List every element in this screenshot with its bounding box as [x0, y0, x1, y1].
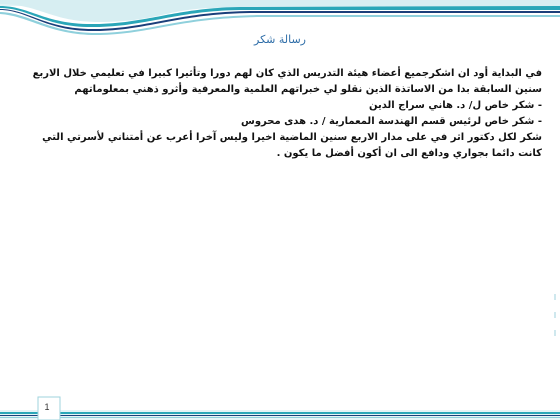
- slide-body: [18, 66, 542, 162]
- page-number: 1: [44, 402, 50, 412]
- bottom-decorative-band: [0, 400, 560, 420]
- paragraph-intro: في البداية أود ان اشكرجميع أعضاء هيئة التدريس الذي كان لهم دورا وتأثيرا كبيرا في تعليمي خلال الاربع سنين السابقة بدا من الاساتذة الذين نقلو لي خبراتهم العلمية والمعرفية وأثرو ذهني بمعلوماتهم: [32, 68, 542, 95]
- right-edge-marks: [550, 290, 560, 350]
- paragraph-closing: شكر لكل دكتور اثر في على مدار الاربع سنين الماضية اخيرا وليس آخرا أعرب عن أمتناني لأسرتي التي كانت دائما بجواري ودافع الى ان أكون أفضل ما يكون .: [42, 132, 542, 159]
- paragraph-thanks-1: - شكر خاص ل/ د. هاني سراج الدين: [368, 100, 542, 111]
- bottom-wave-decoration: [0, 400, 560, 420]
- paragraph-thanks-2: - شكر خاص لرئيس قسم الهندسة المعمارية / د. هدى محروس: [241, 116, 542, 127]
- slide-title: رسالة شكر: [254, 33, 306, 46]
- top-decorative-band: [0, 0, 560, 56]
- wave-decoration: [0, 0, 560, 56]
